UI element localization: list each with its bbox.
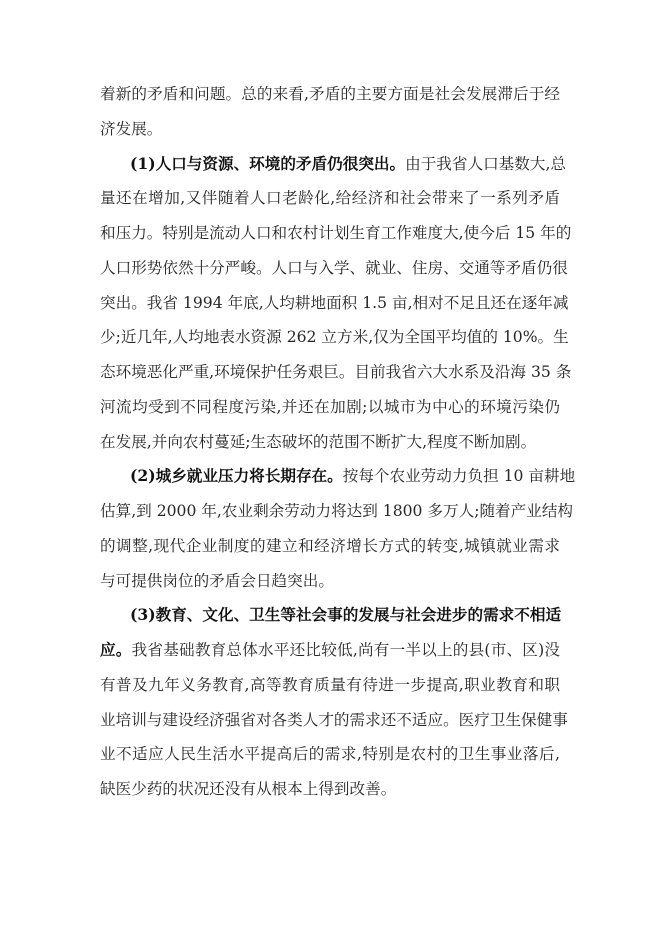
text-line <box>100 355 572 390</box>
text-line <box>100 564 560 599</box>
body-text: 由于我省人口基数大,总 <box>405 154 567 173</box>
text-line <box>100 390 560 425</box>
document-page <box>100 77 576 807</box>
text-line <box>100 320 569 355</box>
body-text: 业不适应人民生活水平提高后的需求,特别是农村的卫生事业落后, <box>100 745 560 764</box>
body-text: 人口形势依然十分严峻。人口与入学、就业、住房、交通等矛盾仍很 <box>100 258 568 277</box>
text-line <box>100 703 568 738</box>
bold-heading-text: (3)教育、文化、卫生等社会事的发展与社会进步的需求不相适 <box>130 605 562 625</box>
text-line <box>100 668 560 703</box>
body-text: 济发展。 <box>100 119 163 138</box>
body-text: 估算,到 2000 年,农业剩余劳动力将达到 1800 多万人;随着产业结构 <box>100 502 574 520</box>
bold-heading-text: 应。 <box>100 640 132 659</box>
text-line <box>100 77 560 112</box>
text-line <box>100 216 572 251</box>
body-text: 我省基础教育总体水平还比较低,尚有一半以上的县(市、区)没 <box>131 641 560 659</box>
text-line <box>100 494 574 529</box>
text-line <box>100 459 576 494</box>
body-text: 量还在增加,又伴随着人口老龄化,给经济和社会带来了一系列矛盾 <box>100 189 560 208</box>
body-text: 的调整,现代企业制度的建立和经济增长方式的转变,城镇就业需求 <box>100 536 560 555</box>
body-text: 着新的矛盾和问题。总的来看,矛盾的主要方面是社会发展滞后于经 <box>100 85 560 103</box>
text-line <box>100 598 560 633</box>
body-text: 有普及九年义务教育,高等教育质量有待进一步提高,职业教育和职 <box>100 675 560 694</box>
body-text: 按每个农业劳动力负担 10 亩耕地 <box>342 467 576 486</box>
text-line <box>100 529 560 564</box>
text-line <box>100 633 560 668</box>
text-line <box>100 425 560 460</box>
body-text: 河流均受到不同程度污染,并还在加剧;以城市为中心的环境污染仍 <box>100 397 560 416</box>
text-line <box>100 772 560 807</box>
body-text: 少;近几年,人均地表水资源 262 立方米,仅为全国平均值的 10%。生 <box>100 328 569 347</box>
body-text: 突出。我省 1994 年底,人均耕地面积 1.5 亩,相对不足且还在逐年减 <box>100 293 569 312</box>
text-line <box>100 147 567 182</box>
body-text: 在发展,并向农村蔓延;生态破坏的范围不断扩大,程度不断加剧。 <box>100 432 537 451</box>
text-line <box>100 251 568 286</box>
body-text: 与可提供岗位的矛盾会日趋突出。 <box>100 571 334 590</box>
body-text: 业培训与建设经济强省对各类人才的需求还不适应。医疗卫生保健事 <box>100 710 568 729</box>
text-line <box>100 737 560 772</box>
body-text: 和压力。特别是流动人口和农村计划生育工作难度大,使今后 15 年的 <box>100 224 572 242</box>
body-text: 缺医少药的状况还没有从根本上得到改善。 <box>100 780 397 798</box>
bold-heading-text: (2)城乡就业压力将长期存在。 <box>130 466 343 486</box>
body-text: 态环境恶化严重,环境保护任务艰巨。目前我省六大水系及沿海 35 条 <box>100 363 572 381</box>
text-line <box>100 286 569 321</box>
text-line <box>100 181 560 216</box>
bold-heading-text: (1)人口与资源、环境的矛盾仍很突出。 <box>130 153 406 173</box>
text-line <box>100 112 560 147</box>
